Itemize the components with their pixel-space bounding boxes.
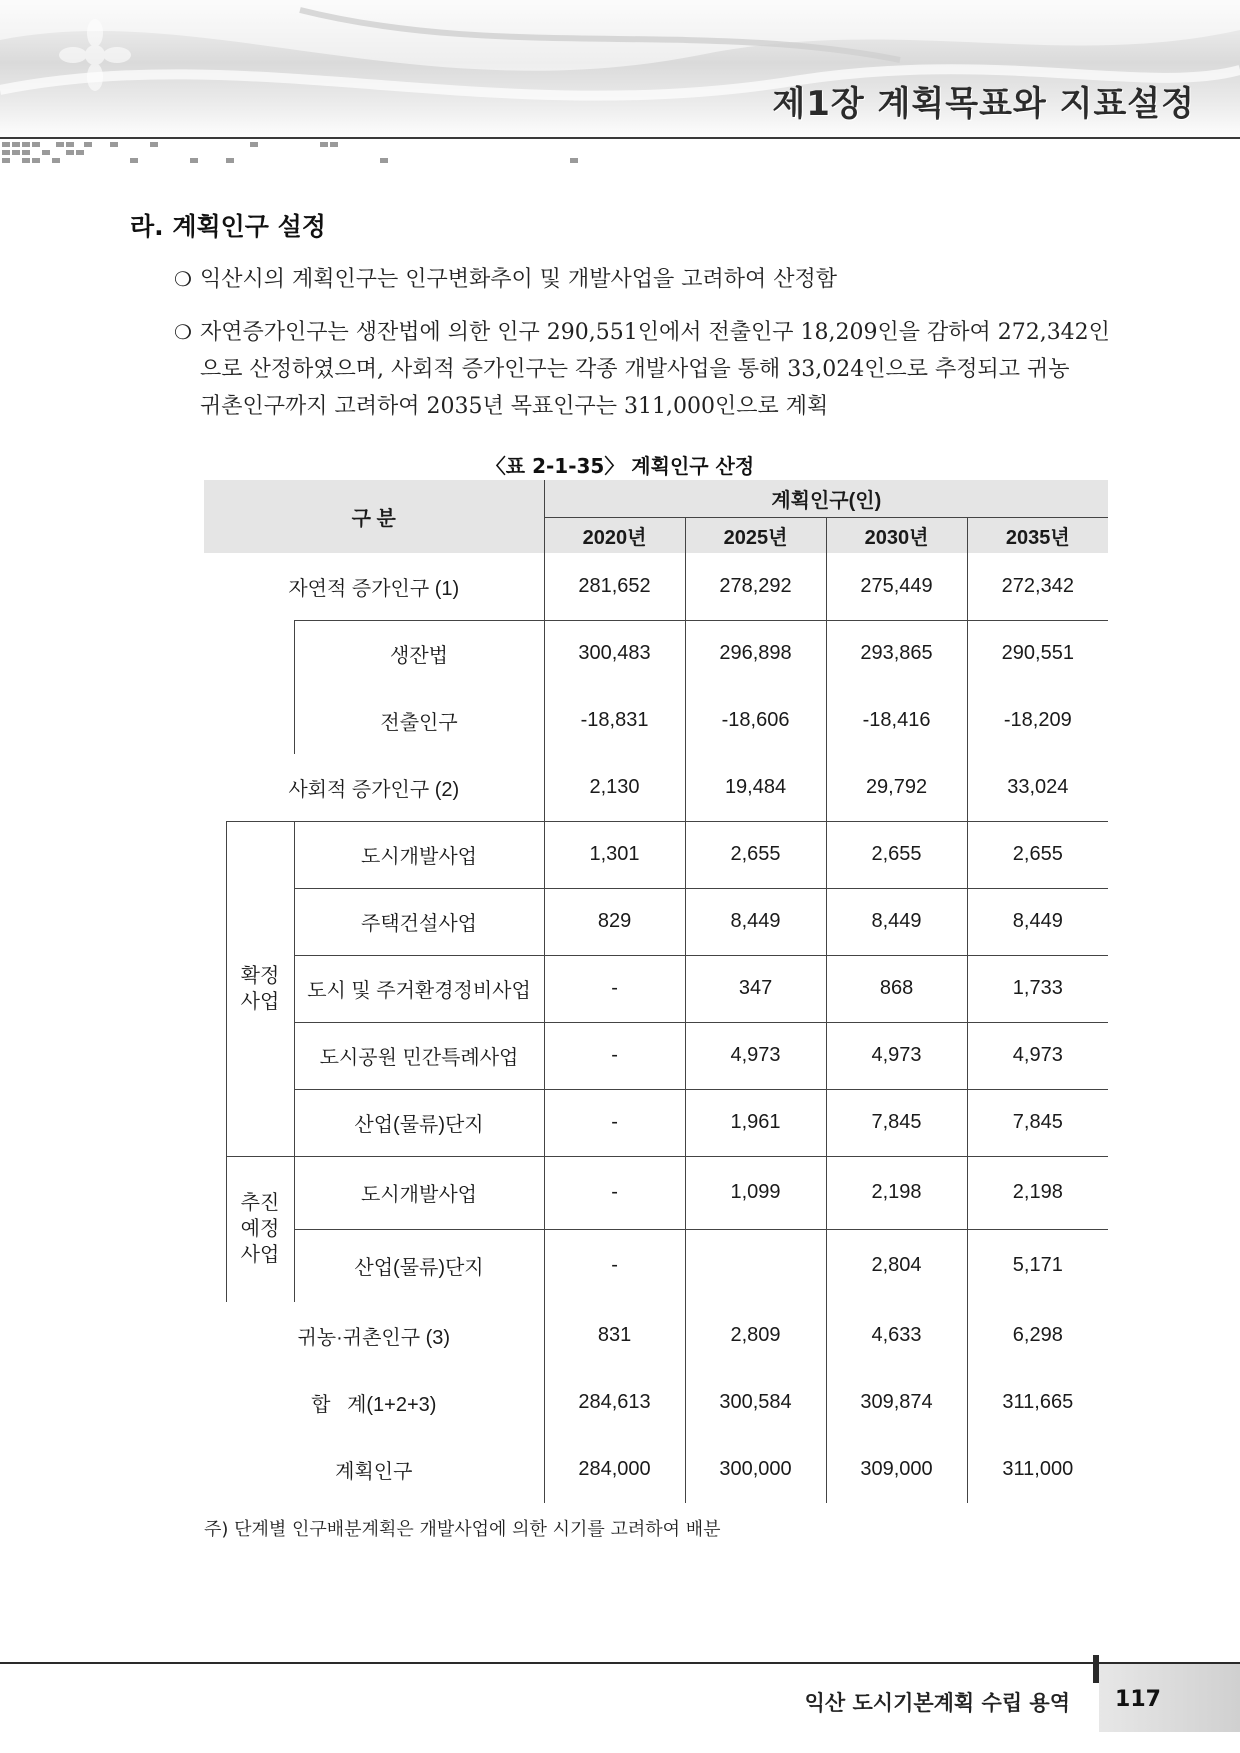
row-label: 도시공원 민간특례사업 (294, 1022, 544, 1089)
cell-value: 2,655 (685, 821, 826, 888)
cell-value: 272,342 (967, 553, 1108, 620)
cell-value: 311,000 (967, 1436, 1108, 1503)
group-label-confirmed: 확정 사업 (226, 821, 294, 1156)
cell-value: -18,209 (967, 687, 1108, 754)
cell-value: 868 (826, 955, 967, 1022)
table-caption: 〈표 2-1-35〉 계획인구 산정 (485, 454, 755, 478)
table-row (204, 1436, 1108, 1503)
row-label: 사회적 증가인구 (2) (288, 778, 460, 801)
cell-value: 8,449 (967, 888, 1108, 955)
row-label: 도시 및 주거환경정비사업 (294, 955, 544, 1022)
cell-value: 278,292 (685, 553, 826, 620)
header-year: 2035년 (967, 517, 1108, 553)
cell-value: 290,551 (967, 620, 1108, 687)
page-number: 117 (1115, 1687, 1161, 1712)
cell-value: - (544, 1229, 685, 1302)
row-label: 산업(물류)단지 (294, 1229, 544, 1302)
cell-value: 309,000 (826, 1436, 967, 1503)
cell-value: 4,973 (967, 1022, 1108, 1089)
header-group: 계획인구(인) (544, 480, 1108, 517)
cell-value: 309,874 (826, 1369, 967, 1436)
row-label: 생잔법 (294, 620, 544, 687)
cell-value: 293,865 (826, 620, 967, 687)
cell-value: 19,484 (685, 754, 826, 821)
row-label: 도시개발사업 (294, 821, 544, 888)
cell-value: 829 (544, 888, 685, 955)
cell-value: 284,000 (544, 1436, 685, 1503)
table-row (204, 553, 1108, 620)
cell-value: 8,449 (826, 888, 967, 955)
footer-tick (1093, 1655, 1099, 1683)
cell-value: 7,845 (826, 1089, 967, 1156)
cell-value: 2,198 (967, 1156, 1108, 1229)
table-row (204, 1229, 1108, 1302)
cell-value: 2,198 (826, 1156, 967, 1229)
header-year: 2025년 (685, 517, 826, 553)
cell-value: 5,171 (967, 1229, 1108, 1302)
header-band (0, 0, 1240, 140)
cell-value: - (544, 1156, 685, 1229)
table-row (204, 687, 1108, 754)
cell-value: 311,665 (967, 1369, 1108, 1436)
table-row (204, 1369, 1108, 1436)
cell-value: 4,973 (685, 1022, 826, 1089)
cell-value: 275,449 (826, 553, 967, 620)
table-row (204, 888, 1108, 955)
cell-value: 284,613 (544, 1369, 685, 1436)
section-heading: 라. 계획인구 설정 (130, 212, 326, 241)
cell-value: 300,483 (544, 620, 685, 687)
cell-value: 6,298 (967, 1302, 1108, 1369)
header-year: 2030년 (826, 517, 967, 553)
cell-value: 300,584 (685, 1369, 826, 1436)
cell-value: 1,301 (544, 821, 685, 888)
row-label: 도시개발사업 (294, 1156, 544, 1229)
cell-value: 831 (544, 1302, 685, 1369)
cell-value: 2,809 (685, 1302, 826, 1369)
group-label-planned: 추진 예정 사업 (226, 1156, 294, 1302)
cell-value: 8,449 (685, 888, 826, 955)
row-label: 귀농·귀촌인구 (3) (297, 1327, 451, 1349)
cell-value: 2,130 (544, 754, 685, 821)
cell-value: 1,099 (685, 1156, 826, 1229)
table-footnote: 주) 단계별 인구배분계획은 개발사업에 의한 시기를 고려하여 배분 (204, 1519, 721, 1540)
cell-value: -18,831 (544, 687, 685, 754)
header-rule (0, 137, 1240, 139)
chapter-title: 제1장 계획목표와 지표설정 (772, 84, 1195, 124)
cell-value: 1,961 (685, 1089, 826, 1156)
footer-rule (0, 1662, 1240, 1664)
cell-value: 300,000 (685, 1436, 826, 1503)
cell-value: 4,973 (826, 1022, 967, 1089)
cell-value: - (544, 955, 685, 1022)
footer-title: 익산 도시기본계획 수립 용역 (804, 1691, 1070, 1715)
cell-value: 1,733 (967, 955, 1108, 1022)
bullet-item (174, 261, 1110, 298)
bullet-text-line: 자연증가인구는 생잔법에 의한 인구 290,551인에서 전출인구 18,209인을 감하여 272,342인 (200, 320, 1110, 345)
table-row (204, 1022, 1108, 1089)
bullet-circle-icon: ❍ (174, 267, 192, 291)
cell-value: 347 (685, 955, 826, 1022)
row-label: 자연적 증가인구 (1) (288, 577, 460, 600)
bullet-item (174, 314, 1110, 425)
bullet-text: 익산시의 계획인구는 인구변화추이 및 개발사업을 고려하여 산정함 (200, 267, 838, 292)
table-row (204, 955, 1108, 1022)
row-label: 계획인구 (335, 1461, 413, 1483)
bullet-text-line: 귀촌인구까지 고려하여 2035년 목표인구는 311,000인으로 계획 (200, 394, 829, 419)
row-label: 주택건설사업 (294, 888, 544, 955)
cell-value: 296,898 (685, 620, 826, 687)
table-row (204, 754, 1108, 821)
cell-value: - (544, 1022, 685, 1089)
cell-value: 29,792 (826, 754, 967, 821)
cell-value: 33,024 (967, 754, 1108, 821)
row-label: 합 계(1+2+3) (311, 1394, 437, 1416)
table-row (204, 1302, 1108, 1369)
cell-value: 2,655 (826, 821, 967, 888)
cell-value: -18,606 (685, 687, 826, 754)
row-label: 산업(물류)단지 (294, 1089, 544, 1156)
table-row (204, 620, 1108, 687)
cell-value: 7,845 (967, 1089, 1108, 1156)
cell-value (685, 1229, 826, 1302)
cell-value: 4,633 (826, 1302, 967, 1369)
cell-value: 2,804 (826, 1229, 967, 1302)
cell-value: 281,652 (544, 553, 685, 620)
cell-value: -18,416 (826, 687, 967, 754)
population-table (204, 480, 1108, 1503)
bullet-circle-icon: ❍ (174, 320, 192, 344)
cell-value: - (544, 1089, 685, 1156)
cell-value: 2,655 (967, 821, 1108, 888)
table-row (204, 821, 1108, 888)
table-row (204, 1089, 1108, 1156)
header-year: 2020년 (544, 517, 685, 553)
header-category: 구 분 (204, 480, 544, 553)
bullet-text-line: 으로 산정하였으며, 사회적 증가인구는 각종 개발사업을 통해 33,024인으로 추정되고 귀농 (200, 357, 1070, 382)
table-row (204, 1156, 1108, 1229)
header-pixel-pattern (0, 142, 600, 172)
row-label: 전출인구 (294, 687, 544, 754)
